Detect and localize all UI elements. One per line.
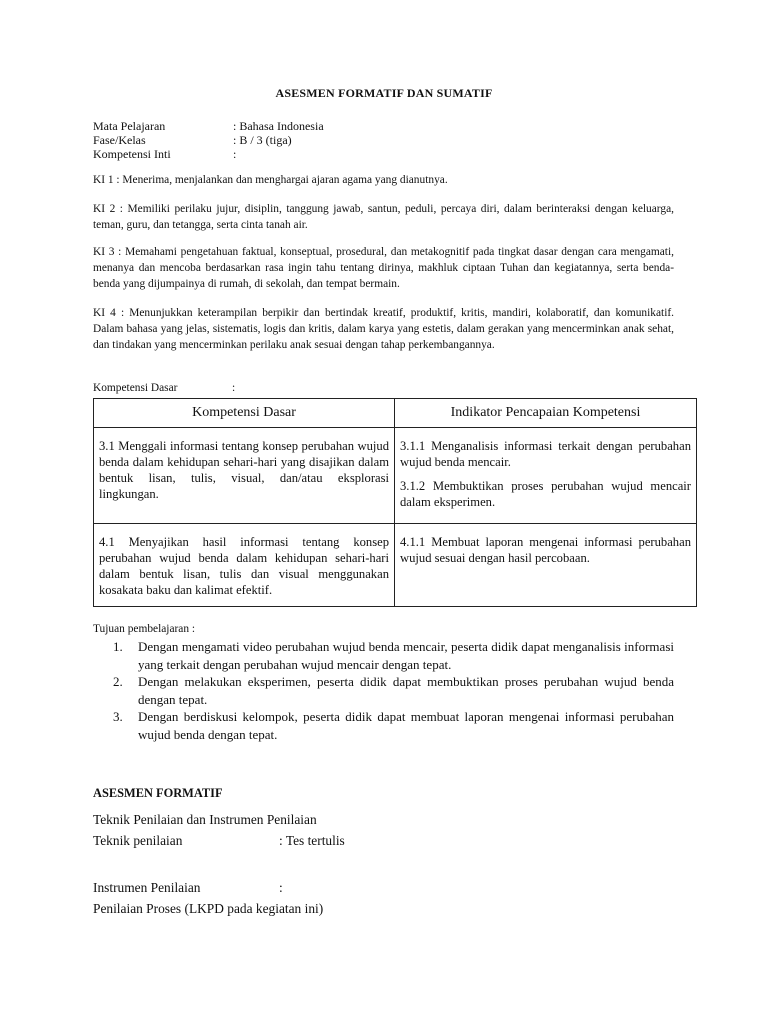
kd-table bbox=[93, 398, 697, 607]
meta-label: Mata Pelajaran bbox=[93, 119, 166, 133]
teknik-label: Teknik penilaian bbox=[93, 833, 183, 848]
kd-text: 3.1 Menggali informasi tentang konsep perubahan wujud benda dalam kehidupan sehari-hari yang disajikan dalam bentuk lisan, tulis, visual, dan/atau eksplorasi lingkungan. bbox=[99, 439, 389, 501]
instrumen-row bbox=[93, 880, 283, 896]
list-item bbox=[93, 708, 674, 743]
list-text: Dengan melakukan eksperimen, peserta didik dapat membuktikan proses perubahan wujud benda dengan tepat. bbox=[138, 674, 674, 707]
document-title: ASESMEN FORMATIF DAN SUMATIF bbox=[275, 86, 493, 100]
header-kompetensi-dasar: Kompetensi Dasar bbox=[94, 399, 395, 428]
ki-3: KI 3 : Memahami pengetahuan faktual, konseptual, prosedural, dan metakognitif pada tingkat dasar dengan cara mengamati, menanya dan mencoba berdasarkan rasa ingin tahu tentang dirinya, makhluk ciptaan Tuhan dan kegiatannya, serta benda-benda yang dijumpainya di rumah, di sekolah, dan tempat bermain. bbox=[93, 246, 674, 290]
list-item bbox=[93, 638, 674, 673]
indikator-text: 3.1.2 Membuktikan proses perubahan wujud mencair dalam eksperimen. bbox=[400, 479, 691, 509]
kd-cell bbox=[94, 428, 395, 524]
meta-value: : Bahasa Indonesia bbox=[233, 119, 324, 133]
table-row bbox=[94, 428, 697, 524]
ki-2: KI 2 : Memiliki perilaku jujur, disiplin, tanggung jawab, santun, peduli, percaya diri, dalam berinteraksi dengan keluarga, teman, guru, dan tetangga, serta cinta tanah air. bbox=[93, 203, 674, 231]
list-text: Dengan mengamati video perubahan wujud benda mencair, peserta didik dapat menganalisis informasi yang terkait dengan perubahan wujud mencair dengan tepat. bbox=[138, 639, 674, 672]
list-item bbox=[93, 673, 674, 708]
ki-4: KI 4 : Menunjukkan keterampilan berpikir dan bertindak kreatif, produktif, kritis, mandiri, kolaboratif, dan komunikatif. Dalam bahasa yang jelas, sistematis, logis dan kritis, dalam karya yang estetis, dalam gerakan yang mencerminkan anak sehat, dan tindakan yang mencerminkan perilaku anak sesuai dengan tahap perkembangannya. bbox=[93, 307, 674, 351]
teknik-row bbox=[93, 833, 345, 849]
teknik-heading: Teknik Penilaian dan Instrumen Penilaian bbox=[93, 812, 317, 827]
tujuan-label: Tujuan pembelajaran : bbox=[93, 623, 196, 635]
kd-label: Kompetensi Dasar bbox=[93, 382, 178, 394]
list-number: 2. bbox=[113, 674, 123, 689]
meta-value: : B / 3 (tiga) bbox=[233, 133, 292, 147]
formatif-heading: ASESMEN FORMATIF bbox=[93, 786, 223, 800]
kd-label-row bbox=[93, 382, 236, 394]
table-row bbox=[94, 524, 697, 607]
list-text: Dengan berdiskusi kelompok, peserta didik dapat membuat laporan mengenai informasi perubahan wujud benda dengan tepat. bbox=[138, 709, 674, 742]
indikator-cell bbox=[395, 428, 697, 524]
kd-text: 4.1 Menyajikan hasil informasi tentang konsep perubahan wujud benda dalam kehidupan sehari-hari dalam bentuk lisan, tulis dan visual menggunakan kosakata baku dan kalimat efektif. bbox=[99, 535, 389, 597]
list-number: 3. bbox=[113, 709, 123, 724]
indikator-cell bbox=[395, 524, 697, 607]
meta-value: : bbox=[233, 147, 237, 161]
list-number: 1. bbox=[113, 639, 123, 654]
table-header-row bbox=[94, 399, 697, 428]
indikator-text: 4.1.1 Membuat laporan mengenai informasi perubahan wujud sesuai dengan hasil percobaan. bbox=[400, 535, 691, 565]
instrumen-label: Instrumen Penilaian bbox=[93, 880, 201, 895]
indikator-text: 3.1.1 Menganalisis informasi terkait dengan perubahan wujud benda mencair. bbox=[400, 439, 691, 469]
meta-label: Kompetensi Inti bbox=[93, 147, 171, 161]
ki-1: KI 1 : Menerima, menjalankan dan menghargai ajaran agama yang dianutnya. bbox=[93, 174, 448, 186]
tujuan-list bbox=[93, 638, 674, 743]
kd-cell bbox=[94, 524, 395, 607]
kd-colon: : bbox=[232, 382, 236, 394]
header-indikator: Indikator Pencapaian Kompetensi bbox=[395, 399, 697, 428]
teknik-value: : Tes tertulis bbox=[279, 833, 345, 848]
penilaian-proses: Penilaian Proses (LKPD pada kegiatan ini) bbox=[93, 901, 324, 916]
instrumen-colon: : bbox=[279, 880, 283, 895]
meta-label: Fase/Kelas bbox=[93, 133, 146, 147]
